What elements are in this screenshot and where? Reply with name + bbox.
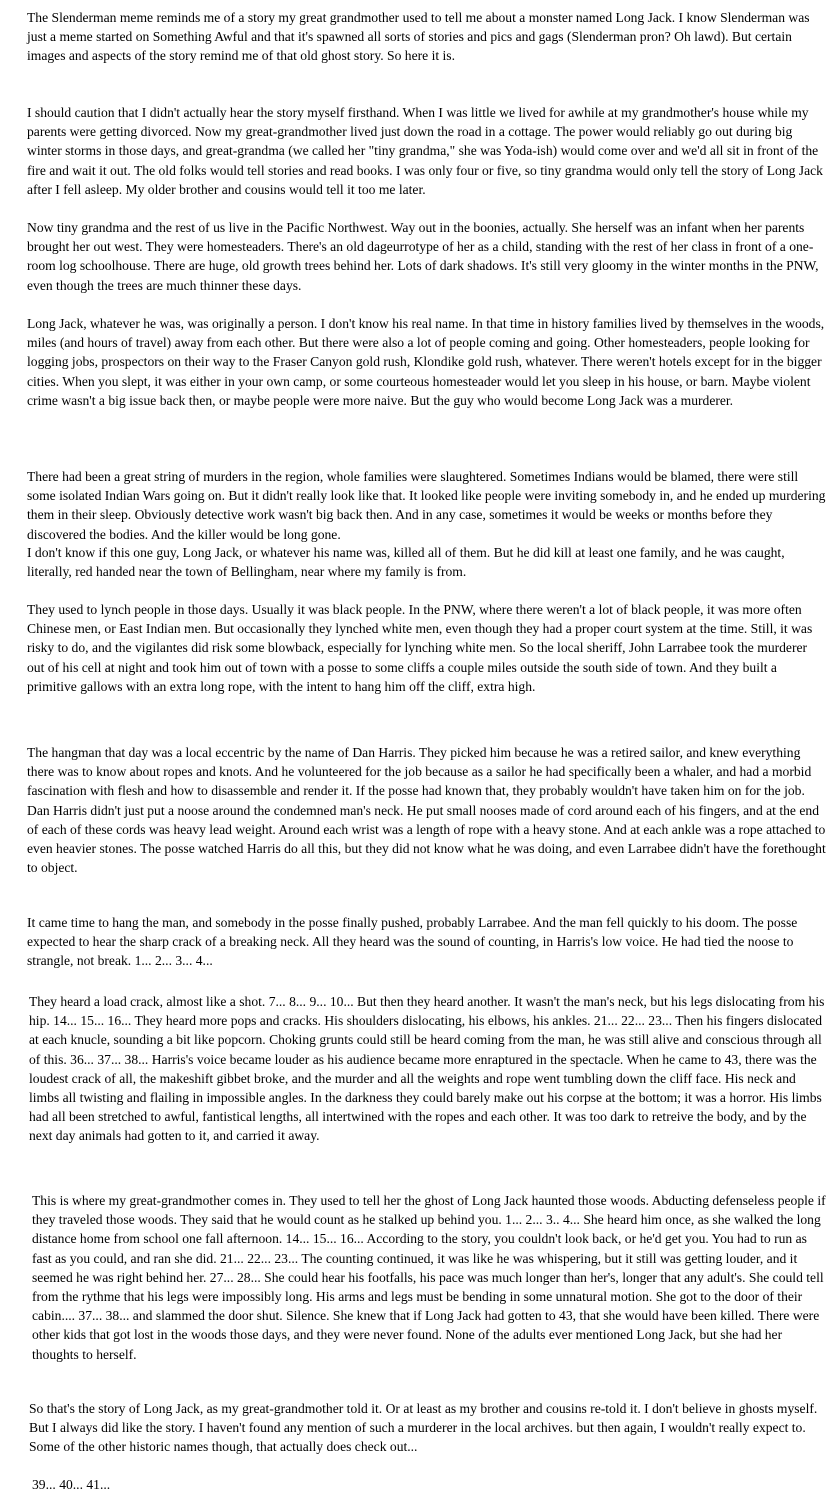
paragraph-pacific-northwest: Now tiny grandma and the rest of us live in the Pacific Northwest. Way out in the boonies, actually. She herself was an infant when her parents brought her out west. They were homesteaders. There's an old dageurrotype of her as a child, standing with the rest of her class in front of a one-room log schoolhouse. There are huge, old growth trees behind her. Lots of dark shadows. It's still very gloomy in the winter months in the PNW, even though the trees are much thinner these days. <box>27 220 819 293</box>
paragraph-final-count: 39... 40... 41... <box>32 1477 111 1492</box>
paragraph-murders: There had been a great string of murders in the region, whole families were slaughtered. Sometimes Indians would be blamed, there were still some isolated Indian Wars going on. But it didn't really look like that. It looked like people were inviting somebody in, and he ended up murdering them in their sleep. Obviously detective work wasn't big back then. And in any case, sometimes it would be weeks or months before they discovered the bodies. And the killer would be long gone. <box>27 469 826 542</box>
paragraph-caught: I don't know if this one guy, Long Jack, or whatever his name was, killed all of them. But he did kill at least one family, and he was caught, literally, red handed near the town of Bellingham, near where my family is from. <box>27 545 785 580</box>
paragraph-intro: The Slenderman meme reminds me of a story my great grandmother used to tell me about a monster named Long Jack. I know Slenderman was just a meme started on Something Awful and that it's spawned all sorts of stories and pics and gags (Slenderman pron? Oh lawd). But certain images and aspects of the story remind me of that old ghost story. So here it is. <box>27 10 810 64</box>
paragraph-long-jack-origin: Long Jack, whatever he was, was originally a person. I don't know his real name. In that time in history families lived by themselves in the woods, miles (and hours of travel) away from each other. But there were also a lot of people coming and going. Other homesteaders, people looking for logging jobs, prospectors on their way to the Fraser Canyon gold rush, Klondike gold rush, whatever. There weren't hotels except for in the bigger cities. When you slept, it was either in your own camp, or some courteous homesteader would let you sleep in his house, or barn. Maybe violent crime wasn't a big issue back then, or maybe people were more naive. But the guy who would become Long Jack was a murderer. <box>27 316 825 408</box>
paragraph-hangman: The hangman that day was a local eccentric by the name of Dan Harris. They picked him because he was a retired sailor, and knew everything there was to know about ropes and knots. And he volunteered for the job because as a sailor he had specifically been a whaler, and had a morbid fascination with flesh and how to disassemble and render it. If the posse had known that, they probably wouldn't have taken him on for the job. Dan Harris didn't just put a noose around the condemned man's neck. He put small nooses made of cord around each of his fingers, and at the end of each of these cords was heavy lead weight. Around each wrist was a length of rope with a heavy stone. And at each ankle was a rope attached to even heavier stones. The posse watched Harris do all this, but they did not know what he was doing, and even Larrabee didn't have the forethought to object. <box>27 745 826 876</box>
paragraph-conclusion: So that's the story of Long Jack, as my great-grandmother told it. Or at least as my brother and cousins re-told it. I don't believe in ghosts myself. But I always did like the story. I haven't found any mention of such a murderer in the local archives. but then again, I wouldn't really expect to. Some of the other historic names though, that actually does check out... <box>29 1401 818 1455</box>
paragraph-hanging: It came time to hang the man, and somebody in the posse finally pushed, probably Larrabee. And the man fell quickly to his doom. The posse expected to hear the sharp crack of a breaking neck. All they heard was the sound of counting, in Harris's low voice. He had tied the noose to strangle, not break. 1... 2... 3... 4... <box>27 915 798 969</box>
paragraph-caution: I should caution that I didn't actually hear the story myself firsthand. When I was little we lived for awhile at my grandmother's house while my parents were getting divorced. Now my great-grandmother lived just down the road in a cottage. The power would reliably go out during big winter storms in those days, and great-grandma (we called her "tiny grandma," she was Yoda-ish) would come over and we'd all sit in front of the fire and wait it out. The old folks would tell stories and read books. I was only four or five, so tiny grandma would only tell the story of Long Jack after I fell asleep. My older brother and cousins would tell it too me later. <box>27 105 823 197</box>
paragraph-counting: They heard a load crack, almost like a shot. 7... 8... 9... 10... But then they heard another. It wasn't the man's neck, but his legs dislocating from his hip. 14... 15... 16... They heard more pops and cracks. His shoulders dislocating, his elbows, his ankles. 21... 22... 23... Then his fingers dislocated at each knucle, sounding a bit like popcorn. Choking grunts could still be heard coming from the man, he was still alive and conscious through all of this. 36... 37... 38... Harris's voice became louder as his audience became more enraptured in the spectacle. When he came to 43, there was the loudest crack of all, the makeshift gibbet broke, and the murder and all the weights and rope went tumbling down the cliff face. His neck and limbs all twisting and flailing in impossible angles. In the darkness they could barely make out his corpse at the bottom; it was a horror. His limbs had all been stretched to awful, fantistical lengths, all intertwined with the ropes and each other. It was too dark to retreive the body, and by the next day animals had gotten to it, and carried it away. <box>29 994 825 1144</box>
paragraph-lynching: They used to lynch people in those days. Usually it was black people. In the PNW, where there weren't a lot of black people, it was more often Chinese men, or East Indian men. But occasionally they lynched white men, even though they had a proper court system at the time. Still, it was risky to do, and the vigilantes did risk some blowback, especially for lynching white men. So the local sheriff, John Larrabee took the murderer out of his cell at night and took him out of town with a posse to some cliffs a couple miles outside the south side of town. And they built a primitive gallows with an extra long rope, with the intent to hang him off the cliff, extra high. <box>27 602 813 694</box>
paragraph-great-grandmother: This is where my great-grandmother comes in. They used to tell her the ghost of Long Jack haunted those woods. Abducting defenseless people if they traveled those woods. They said that he would count as he stalked up behind you. 1... 2... 3.. 4... She heard him once, as she walked the long distance home from school one fall afternoon. 14... 15... 16... According to the story, you couldn't look back, or he'd get you. You had to run as fast as you could, and ran she did. 21... 22... 23... The counting continued, it was like he was whispering, but it still was getting louder, and it seemed he was right behind her. 27... 28... She could hear his footfalls, his pace was much longer than her's, longer that any adult's. She could tell from the rythme that his legs were impossibly long. His arms and legs must be bending in some unnatural motion. She got to the door of their cabin.... 37... 38... and slammed the door shut. Silence. She knew that if Long Jack had gotten to 43, that she would have been killed. There were other kids that got lost in the woods those days, and they were never found. None of the adults ever mentioned Long Jack, but she had her thoughts to herself. <box>32 1193 826 1362</box>
